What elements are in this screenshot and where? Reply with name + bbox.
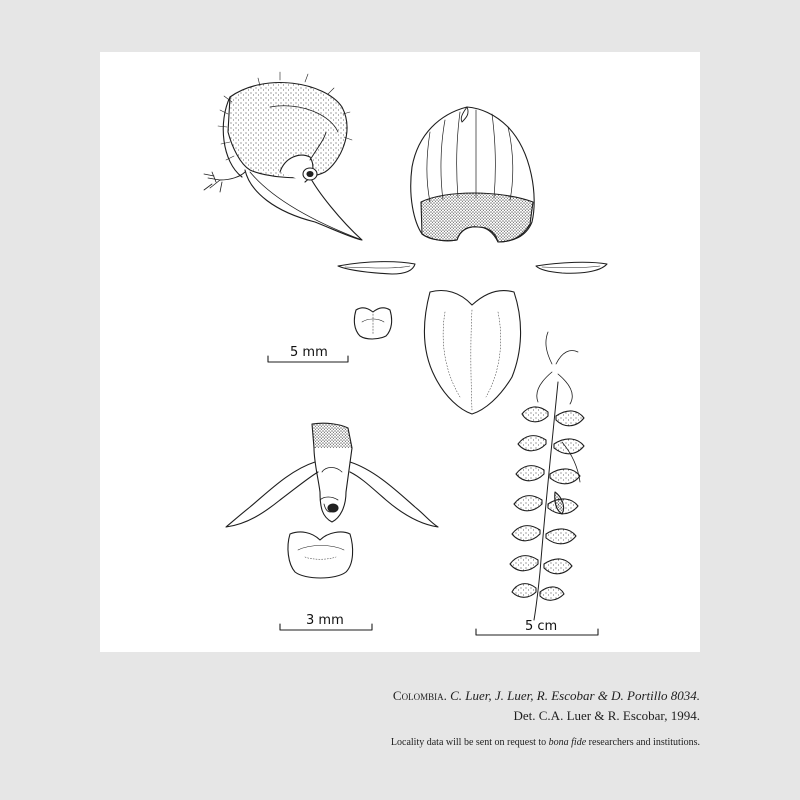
column-with-petals [226, 423, 438, 527]
scale-label-5mm: 5 mm [290, 345, 328, 360]
botanical-plate [100, 52, 700, 652]
lip-detail [288, 532, 353, 578]
left-petal [338, 262, 415, 274]
scale-label-5cm: 5 cm [525, 619, 558, 634]
dorsal-sepal [411, 107, 534, 242]
collection-caption [393, 688, 700, 704]
country-label: Colombia. [392, 688, 447, 703]
lip-small [354, 308, 391, 339]
notice-text-start: Locality data will be sent on request to [390, 737, 549, 748]
synsepal [425, 291, 521, 414]
plant-habit [510, 332, 584, 620]
notice-text-end: researchers and institutions. [586, 737, 700, 748]
determination-caption: Det. C.A. Luer & R. Escobar, 1994. [513, 708, 700, 723]
scale-label-3mm: 3 mm [306, 613, 344, 628]
collectors-text: C. Luer, J. Luer, R. Escobar & D. Portillo 8034. [450, 688, 700, 703]
lateral-flower-view [204, 72, 362, 240]
right-petal [536, 262, 607, 273]
locality-notice [391, 737, 700, 748]
plate-drawings [100, 52, 700, 652]
notice-text-italic: bona fide [548, 737, 587, 748]
